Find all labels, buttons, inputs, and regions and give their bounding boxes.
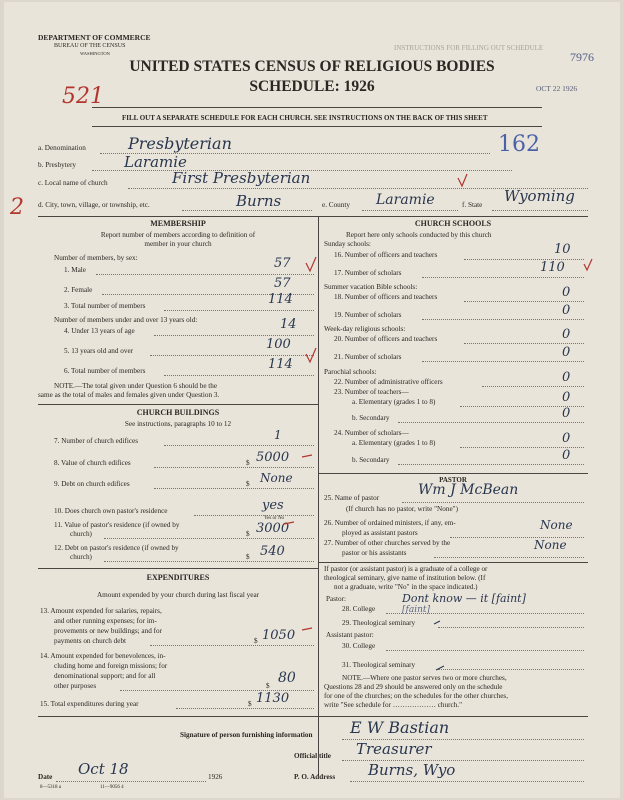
q10-hint: Yes or No xyxy=(264,516,285,521)
q16-label: 16. Number of officers and teachers xyxy=(334,251,438,259)
q21-label: 21. Number of scholars xyxy=(334,353,402,361)
county-value: Laramie xyxy=(376,192,435,208)
presbytery-label: b. Presbytery xyxy=(38,161,76,169)
q3-value: 114 xyxy=(268,292,293,307)
city-label: d. City, town, village, or township, etc. xyxy=(38,201,150,209)
dept-name: DEPARTMENT OF COMMERCE xyxy=(38,33,151,42)
q14-label-1: 14. Amount expended for benevolences, in- xyxy=(40,652,166,660)
q23a-label: a. Elementary (grades 1 to 8) xyxy=(352,398,436,406)
signature-label: Signature of person furnishing information xyxy=(180,731,313,739)
check-mark-icon xyxy=(458,174,467,186)
sex-intro: Number of members, by sex: xyxy=(54,254,138,262)
q11-label-2: church) xyxy=(70,530,92,538)
q30-label: 30. College xyxy=(342,642,376,650)
q23a-value: 0 xyxy=(562,390,571,405)
q13-label-1: 13. Amount expended for salaries, repairs, xyxy=(40,607,162,615)
q10-value: yes xyxy=(262,498,284,513)
q23-label: 23. Number of teachers— xyxy=(334,388,409,396)
q24-label: 24. Number of scholars— xyxy=(334,429,409,437)
signature-value: E W Bastian xyxy=(350,718,450,737)
parochial-schools: Parochial schools: xyxy=(324,368,377,376)
schools-heading: CHURCH SCHOOLS xyxy=(414,219,492,228)
title-label: Official title xyxy=(294,752,331,760)
q31-label: 31. Theological seminary xyxy=(342,661,416,669)
check-mark-icon xyxy=(302,628,312,630)
q1-value: 57 xyxy=(274,256,291,271)
title-value: Treasurer xyxy=(356,740,432,758)
q13-label-2: and other running expenses; for im- xyxy=(54,617,157,625)
po-address-label: P. O. Address xyxy=(294,773,336,781)
date-value: Oct 18 xyxy=(78,760,129,778)
city-name: WASHINGTON xyxy=(80,51,110,56)
check-mark-icon xyxy=(302,455,312,457)
summer-schools: Summer vacation Bible schools: xyxy=(324,283,418,291)
red-number: 521 xyxy=(62,84,104,109)
buildings-intro: See instructions, paragraphs 10 to 12 xyxy=(124,420,232,428)
county-label: e. County xyxy=(322,201,350,209)
q3-label: 3. Total number of members xyxy=(64,302,146,310)
q19-label: 19. Number of scholars xyxy=(334,311,402,319)
q7-value: 1 xyxy=(274,428,282,442)
q22-label: 22. Number of administrative officers xyxy=(334,378,443,386)
code-number: 162 xyxy=(498,132,540,157)
q19-value: 0 xyxy=(562,303,571,318)
bureau-name: BUREAU OF THE CENSUS xyxy=(54,43,126,49)
q24a-label: a. Elementary (grades 1 to 8) xyxy=(352,439,436,447)
q27-label-1: 27. Number of other churches served by the xyxy=(324,539,451,547)
q1-label: 1. Male xyxy=(64,266,86,274)
margin-mark: 2 xyxy=(10,195,24,220)
q2-value: 57 xyxy=(274,276,291,291)
state-value: Wyoming xyxy=(504,187,575,205)
q28-label: 28. College xyxy=(342,605,376,613)
print-code: 11—9056 4 xyxy=(100,785,124,790)
pencil-marks xyxy=(4,2,620,798)
check-mark-icon xyxy=(434,621,440,624)
presbytery-value: Laramie xyxy=(124,153,187,171)
q20-value: 0 xyxy=(562,327,571,342)
q12-value: 540 xyxy=(260,544,285,559)
membership-intro-1: Report number of members according to definition of xyxy=(100,231,256,239)
q5-label: 5. 13 years old and over xyxy=(64,347,134,355)
grad-note-3: not a graduate, write "No" in the space indicated.) xyxy=(334,583,478,591)
q25-hint: (If church has no pastor, write "None") xyxy=(346,505,458,513)
date-year: 1926 xyxy=(208,773,223,781)
q4-value: 14 xyxy=(280,317,297,332)
q7-label: 7. Number of church edifices xyxy=(54,437,139,445)
schedule-title: SCHEDULE: 1926 xyxy=(249,78,375,95)
pastor-note-2: Questions 28 and 29 should be answered only on the schedule xyxy=(324,683,503,691)
q24b-label: b. Secondary xyxy=(352,456,390,464)
page-title: UNITED STATES CENSUS OF RELIGIOUS BODIES xyxy=(129,58,495,75)
q9-label: 9. Debt on church edifices xyxy=(54,480,130,488)
q25-value: Wm J McBean xyxy=(418,482,519,498)
q12-label: 12. Debt on pastor's residence (if owned by xyxy=(54,544,179,552)
expenditures-heading: EXPENDITURES xyxy=(146,573,210,582)
form-number: 8—5318 a xyxy=(40,785,61,790)
state-label: f. State xyxy=(462,201,483,209)
q22-value: 0 xyxy=(562,370,571,385)
q13-label-3: provements or new buildings; and for xyxy=(54,627,162,635)
q27-value: None xyxy=(534,538,567,552)
pastor-note-3: for one of the churches; on the schedules for the other churches, xyxy=(324,692,509,700)
check-mark-icon xyxy=(284,522,294,524)
sunday-schools: Sunday schools: xyxy=(324,240,371,248)
q18-value: 0 xyxy=(562,285,571,300)
q21-value: 0 xyxy=(562,345,571,360)
q25-label: 25. Name of pastor xyxy=(324,494,380,502)
q14-label-3: denominational support; and for all xyxy=(54,672,156,680)
instructions-line: FILL OUT A SEPARATE SCHEDULE FOR EACH CHURCH. SEE INSTRUCTIONS ON THE BACK OF THIS SHEET xyxy=(122,114,488,122)
membership-intro-2: member in your church xyxy=(144,240,212,248)
q26-value: None xyxy=(540,518,573,532)
q4-label: 4. Under 13 years of age xyxy=(64,327,135,335)
assistant-pastor-label: Assistant pastor: xyxy=(326,631,374,639)
check-mark-icon xyxy=(584,259,592,270)
q13-label-4: payments on church debt xyxy=(54,637,127,645)
q6-label: 6. Total number of members xyxy=(64,367,146,375)
q28-value: Dont know — it [faint] xyxy=(402,592,526,605)
q17-label: 17. Number of scholars xyxy=(334,269,402,277)
weekday-schools: Week-day religious schools: xyxy=(324,325,406,333)
q15-label: 15. Total expenditures during year xyxy=(40,700,139,708)
q11-value: 3000 xyxy=(256,521,290,536)
q24b-value: 0 xyxy=(562,448,571,463)
membership-note-1: NOTE.—The total given under Question 6 should be the xyxy=(54,382,218,390)
denomination-value: Presbyterian xyxy=(128,134,232,153)
q9-value: None xyxy=(260,471,293,485)
q15-value: 1130 xyxy=(256,691,290,706)
age-intro: Number of members under and over 13 years old: xyxy=(54,316,198,324)
pastor-label: Pastor: xyxy=(326,595,346,603)
q13-value: 1050 xyxy=(262,628,296,643)
q12-label-2: church) xyxy=(70,553,92,561)
q2-label: 2. Female xyxy=(64,286,93,294)
q14-label-4: other purposes xyxy=(54,682,97,690)
po-address-value: Burns, Wyo xyxy=(368,761,456,779)
q27-label-2: pastor or his assistants xyxy=(342,549,407,557)
faded-heading: INSTRUCTIONS FOR FILLING OUT SCHEDULE xyxy=(394,44,544,52)
census-form: DEPARTMENT OF COMMERCE BUREAU OF THE CENSUS WASHINGTON INSTRUCTIONS FOR FILLING OUT SCHEDULE 7976 OCT 22 1926 UNITED STATES CENSUS OF RELIGIOUS BODIES SCHEDULE: 1926 521 FILL OUT A SEPARATE SCHEDULE FOR EACH CHURCH. SEE INSTRUCTIONS ON THE BACK OF THIS SHEET a. Denomination Presbyterian 162 b. Presbytery Laramie c. Local name of church First Presbyterian 2 d. City, town, village, or township, etc. Burns e. County Laramie f. State Wyoming MEMBERSHIP Report number of members according to definition of member in your church Number of members, by sex: 1. Male 57 2. Female 57 3. Total number of members 114 Number of members under and over 13 years old: 4. Under 13 years of age 14 5. 13 years old and over 100 6. Total number of members 114 NOTE.—The total given under Question 6 should be the same as the total of males and females given under Question 3. CHURCH BUILDINGS See instructions, paragraphs 10 to 12 7. Number of church edifices 1 8. Value of church edifices $ 5000 9. Debt on church edifices $ None 10. Does church own pastor's residence yes Yes or No 11. Value of pastor's residence (if owned by church) $ 3000 12. Debt on pastor's residence (if owned by church) $ 540 EXPENDITURES Amount expended by your church during last fiscal year 13. Amount expended for salaries, repairs, and other running expenses; for im- provements or new buildings; and for payments on church debt $ 1050 14. Amount expended for benevolences, in- cluding home and foreign missions; for denominational support; and for all other purposes $ 80 15. Total expenditures during year $ 1130 CHURCH SCHOOLS Report here only schools conducted by this church Sunday schools: 16. Number of officers and teachers 10 17. Number of scholars 110 Summer vacation Bible schools: 18. Number of officers and teachers 0 19. Number of scholars 0 Week-day religious schools: 20. Number of officers and teachers 0 21. Number of scholars 0 Parochial schools: 22. Number of administrative officers 0 23. Number of teachers— a. Elementary (grades 1 to 8) 0 b. Secondary 0 24. Number of scholars— a. Elementary (grades 1 to 8) 0 b. Secondary 0 PASTOR 25. Name of pastor Wm J McBean (If church has no pastor, write "None") 26. Number of ordained ministers, if any, em- ployed as assistant pastors None 27. Number of other churches served by the pastor or his assistants None If pastor (or assistant pastor) is a graduate of a college or theological seminary, give name of institution below. (If not a graduate, write "No" in the space indicated.) Pastor: 28. College Dont know — it [faint] [faint] 29. Theological seminary Assistant pastor: 30. College 31. Theological seminary NOTE.—Where one pastor serves two or more churches, Questions 28 and 29 should be answered only on the schedule for one of the churches; on the schedules for the other churches, write "See schedule for ……………… church." Signature of person furnishing information E W Bastian Official title Treasurer Date Oct 18 1926 P. O. Address Burns, Wyo 8—5318 a 11—9056 4 xyxy=(4,2,620,798)
membership-note-2: same as the total of males and females given under Question 3. xyxy=(38,391,220,399)
q14-label-2: cluding home and foreign missions; for xyxy=(54,662,168,670)
grad-note-2: theological seminary, give name of institution below. (If xyxy=(324,574,486,582)
q16-value: 10 xyxy=(554,242,571,257)
q10-label: 10. Does church own pastor's residence xyxy=(54,507,168,515)
local-name-value: First Presbyterian xyxy=(172,169,311,187)
q26-label-2: ployed as assistant pastors xyxy=(342,529,418,537)
pastor-heading: PASTOR xyxy=(439,476,467,484)
expenditures-intro: Amount expended by your church during last fiscal year xyxy=(96,591,260,599)
denomination-label: a. Denomination xyxy=(38,144,86,152)
pastor-note-1: NOTE.—Where one pastor serves two or more churches, xyxy=(342,674,507,682)
q6-value: 114 xyxy=(268,357,293,372)
q20-label: 20. Number of officers and teachers xyxy=(334,335,438,343)
check-mark-icon xyxy=(436,666,444,670)
city-value: Burns xyxy=(236,192,282,210)
q17-value: 110 xyxy=(540,260,565,275)
local-name-label: c. Local name of church xyxy=(38,179,108,187)
q8-value: 5000 xyxy=(256,450,290,465)
q29-label: 29. Theological seminary xyxy=(342,619,416,627)
q23b-label: b. Secondary xyxy=(352,414,390,422)
stamp-date: OCT 22 1926 xyxy=(536,84,578,93)
q28-value-2: [faint] xyxy=(402,605,431,615)
date-label: Date xyxy=(38,773,53,781)
q24a-value: 0 xyxy=(562,431,571,446)
grad-note-1: If pastor (or assistant pastor) is a graduate of a college or xyxy=(324,565,488,573)
membership-heading: MEMBERSHIP xyxy=(150,219,206,228)
schools-intro: Report here only schools conducted by this church xyxy=(346,231,492,239)
q8-label: 8. Value of church edifices xyxy=(54,459,131,467)
stamp-number: 7976 xyxy=(570,50,594,64)
q5-value: 100 xyxy=(266,337,291,352)
check-mark-icon xyxy=(306,257,316,271)
pastor-note-4: write "See schedule for ……………… church." xyxy=(324,701,463,709)
check-mark-icon xyxy=(306,348,316,362)
buildings-heading: CHURCH BUILDINGS xyxy=(136,408,220,417)
q14-value: 80 xyxy=(278,670,296,686)
q18-label: 18. Number of officers and teachers xyxy=(334,293,438,301)
q23b-value: 0 xyxy=(562,406,571,421)
q26-label-1: 26. Number of ordained ministers, if any, em- xyxy=(324,519,456,527)
q11-label: 11. Value of pastor's residence (if owned by xyxy=(54,521,180,529)
